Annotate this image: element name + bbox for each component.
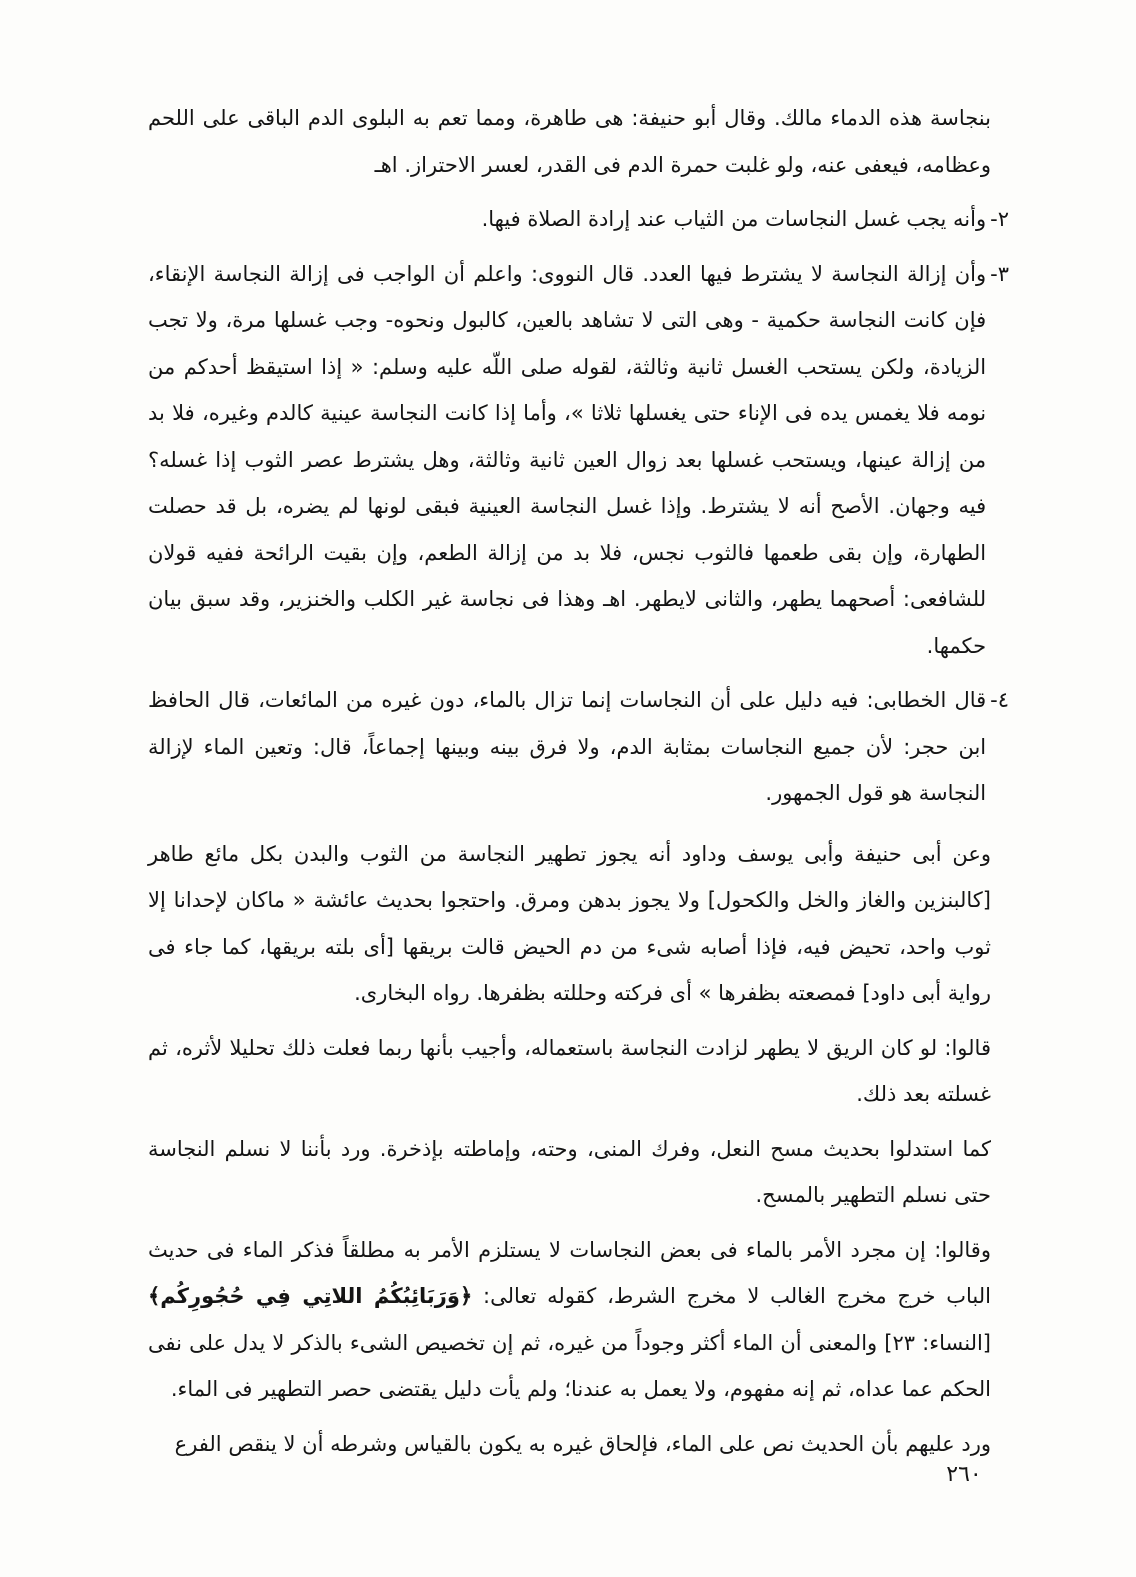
list-item-3 bbox=[148, 251, 1009, 670]
paragraph: وعن أبى حنيفة وأبى يوسف وداود أنه يجوز تطهير النجاسة من الثوب والبدن بكل مائع طاهر [كالبنزين والغاز والخل والكحول] ولا يجوز بدهن ومرق. واحتجوا بحديث عائشة « ماكان لإحدانا إلا ثوب واحد، تحيض فيه، فإذا أصابه شىء من دم الحيض قالت بريقها [أى بلته بريقها، كما جاء فى رواية أبى داود] فمصعته بظفرها » أى فركته وحللته بظفرها. رواه البخارى. bbox=[148, 841, 991, 1005]
quran-verse: ﴿وَرَبَائِبُكُمُ اللاتِي فِي حُجُورِكُم﴾ bbox=[148, 1284, 473, 1308]
list-number: ٤- bbox=[990, 688, 1009, 712]
list-number: ٣- bbox=[990, 261, 1009, 286]
list-item-2 bbox=[148, 196, 1009, 243]
list-item-text: وأنه يجب غسل النجاسات من الثياب عند إرادة الصلاة فيها. bbox=[481, 207, 987, 231]
paragraph bbox=[148, 1227, 991, 1413]
paragraph: ورد عليهم بأن الحديث نص على الماء، فإلحاق غيره به يكون بالقياس وشرطه أن لا ينقص الفرع bbox=[174, 1431, 991, 1456]
list-item-text: قال الخطابى: فيه دليل على أن النجاسات إنما تزال بالماء، دون غيره من المائعات، قال الحافظ ابن حجر: لأن جميع النجاسات بمثابة الدم، ولا فرق بينه وبينها إجماعاً، قال: وتعين الماء لإزالة النجاسة هو قول الجمهور. bbox=[148, 688, 987, 805]
page-number: ٢٦٠ bbox=[946, 1462, 982, 1487]
paragraph: قالوا: لو كان الريق لا يطهر لزادت النجاسة باستعماله، وأجيب بأنها ربما فعلت ذلك تحليلا لأثره، ثم غسلته بعد ذلك. bbox=[148, 1035, 991, 1106]
paragraph: كما استدلوا بحديث مسح النعل، وفرك المنى، وحته، وإماطته بإذخرة. ورد بأننا لا نسلم النجاسة حتى نسلم التطهير بالمسح. bbox=[148, 1136, 991, 1207]
text-column bbox=[148, 95, 1009, 1467]
paragraph-continuation: بنجاسة هذه الدماء مالك. وقال أبو حنيفة: هى طاهرة، ومما تعم به البلوى الدم الباقى على اللحم وعظامه، فيعفى عنه، ولو غلبت حمرة الدم فى القدر، لعسر الاحتراز. اهـ bbox=[148, 106, 991, 177]
paragraph-text: [النساء: ٢٣] والمعنى أن الماء أكثر وجوداً من غيره، ثم إن تخصيص الشىء بالذكر لا يدل على نفى الحكم عما عداه، ثم إنه مفهوم، ولا يعمل به عندنا؛ ولم يأت دليل يقتضى حصر التطهير فى الماء. bbox=[148, 1330, 991, 1401]
list-number: ٢- bbox=[990, 207, 1009, 231]
paragraph-text: وقالوا: إن مجرد الأمر بالماء فى بعض النجاسات لا يستلزم الأمر به مطلقاً فذكر الماء فى حديث الباب خرج مخرج الغالب لا مخرج الشرط، كقوله تعالى: bbox=[148, 1237, 991, 1308]
list-item-text: وأن إزالة النجاسة لا يشترط فيها العدد. قال النووى: واعلم أن الواجب فى إزالة النجاسة الإنقاء، فإن كانت النجاسة حكمية - وهى التى لا تشاهد بالعين، كالبول ونحوه- وجب غسلها مرة، ولا تجب الزيادة، ولكن يستحب الغسل ثانية وثالثة، لقوله صلى اللّه عليه وسلم: « إذا استيقظ أحدكم من نومه فلا يغمس يده فى الإناء حتى يغسلها ثلاثا »، وأما إذا كانت النجاسة عينية كالدم وغيره، فلا بد من إزالة عينها، ويستحب غسلها بعد زوال العين ثانية وثالثة، وهل يشترط عصر الثوب إذا غسله؟ فيه وجهان. الأصح أنه لا يشترط. وإذا غسل النجاسة العينية فبقى لونها لم يضره، بل قد حصلت الطهارة، وإن بقى طعمها فالثوب نجس، فلا بد من إزالة الطعم، وإن بقيت الرائحة ففيه قولان للشافعى: أصحهما يطهر، والثانى لايطهر. اهـ وهذا فى نجاسة غير الكلب والخنزير، وقد سبق بيان حكمها. bbox=[148, 261, 987, 658]
list-item-4 bbox=[148, 677, 1009, 817]
